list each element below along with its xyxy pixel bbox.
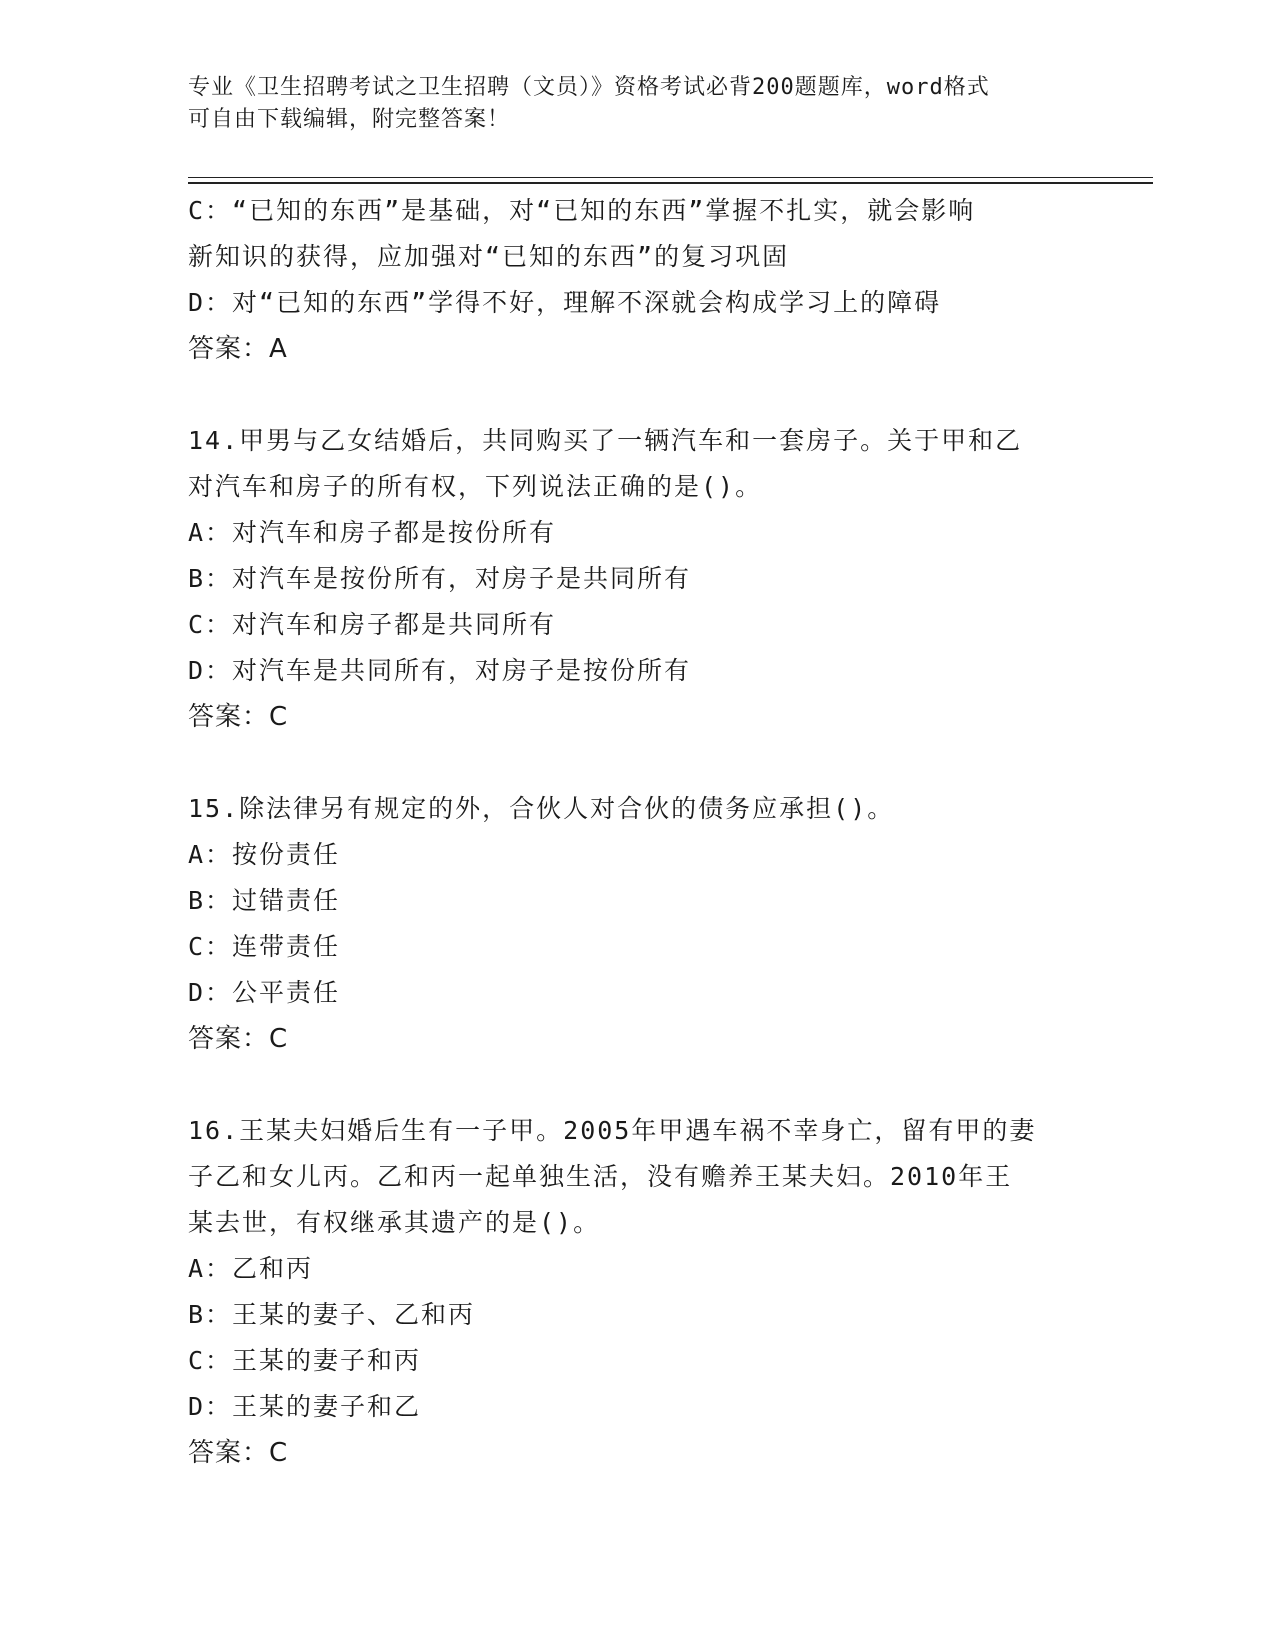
answer: 答案：C: [188, 1438, 289, 1468]
question-16: [188, 1108, 1088, 1476]
option-c: C：对汽车和房子都是共同所有: [188, 610, 557, 639]
header-title-line-1: 专业《卫生招聘考试之卫生招聘（文员）》资格考试必背200题题库，word格式: [188, 75, 990, 100]
option-d: D：王某的妻子和乙: [188, 1392, 422, 1421]
option-b: B：王某的妻子、乙和丙: [188, 1300, 476, 1329]
question-content: [188, 188, 1088, 1476]
question-stem: 15.除法律另有规定的外，合伙人对合伙的债务应承担()。: [188, 794, 895, 823]
question-14: [188, 418, 1088, 740]
option-d: D：对汽车是共同所有，对房子是按份所有: [188, 656, 692, 685]
spacer: [188, 740, 1088, 786]
option-d: D：对“已知的东西”学得不好，理解不深就会构成学习上的障碍: [188, 288, 942, 317]
page-header: [188, 72, 1088, 136]
option-a: A：对汽车和房子都是按份所有: [188, 518, 557, 547]
spacer: [188, 372, 1088, 418]
option-c-continued: 新知识的获得，应加强对“已知的东西”的复习巩固: [188, 242, 790, 271]
header-title-line-2: 可自由下载编辑，附完整答案！: [188, 107, 511, 132]
option-b: B：对汽车是按份所有，对房子是共同所有: [188, 564, 692, 593]
answer: 答案：C: [188, 702, 289, 732]
spacer: [188, 1062, 1088, 1108]
option-b: B：过错责任: [188, 886, 341, 915]
option-c: C：连带责任: [188, 932, 341, 961]
question-stem: 16.王某夫妇婚后生有一子甲。2005年甲遇车祸不幸身亡，留有甲的妻: [188, 1116, 1037, 1145]
question-stem: 某去世，有权继承其遗产的是()。: [188, 1208, 601, 1237]
option-a: A：乙和丙: [188, 1254, 314, 1283]
option-d: D：公平责任: [188, 978, 341, 1007]
option-c: C：“已知的东西”是基础，对“已知的东西”掌握不扎实，就会影响: [188, 196, 976, 225]
question-13-continued: [188, 188, 1088, 372]
question-stem: 14.甲男与乙女结婚后，共同购买了一辆汽车和一套房子。关于甲和乙: [188, 426, 1023, 455]
header-rule-thick: [188, 182, 1153, 184]
question-stem: 对汽车和房子的所有权，下列说法正确的是()。: [188, 472, 763, 501]
option-c: C：王某的妻子和丙: [188, 1346, 422, 1375]
option-a: A：按份责任: [188, 840, 341, 869]
answer: 答案：A: [188, 334, 288, 364]
question-15: [188, 786, 1088, 1062]
answer: 答案：C: [188, 1024, 289, 1054]
question-stem: 子乙和女儿丙。乙和丙一起单独生活，没有赡养王某夫妇。2010年王: [188, 1162, 1013, 1191]
header-rule-thin: [188, 177, 1153, 178]
